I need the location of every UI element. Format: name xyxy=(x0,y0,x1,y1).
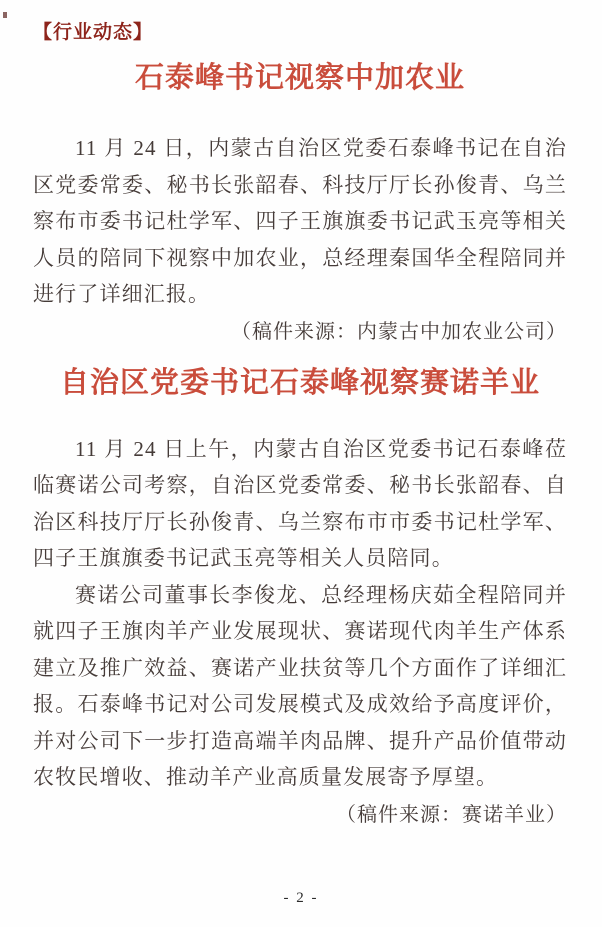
page-footer xyxy=(0,889,602,907)
article-sainuo-paragraph-2: 赛诺公司董事长李俊龙、总经理杨庆茹全程陪同并就四子王旗肉羊产业发展现状、赛诺现代肉羊生产体系建立及推广效益、赛诺产业扶贫等几个方面作了详细汇报。石泰峰书记对公司发展模式及成效给予高度评价，并对公司下一步打造高端羊肉品牌、提升产品价值带动农牧民增收、推动羊产业高质量发展寄予厚望。 xyxy=(33,582,567,789)
scan-artifact-speck xyxy=(3,12,7,18)
page-number: - 2 - xyxy=(283,890,319,906)
article-sainuo-source: （稿件来源：赛诺羊业） xyxy=(336,803,567,826)
article-sainuo xyxy=(33,363,567,832)
article-zhongjia-paragraph: 11 月 24 日，内蒙古自治区党委石泰峰书记在自治区党委常委、秘书长张韶春、科技厅厅长孙俊青、乌兰察布市委书记杜学军、四子王旗旗委书记武玉亮等相关人员的陪同下视察中加农业，总经理秦国华全程陪同并进行了详细汇报。 xyxy=(33,136,567,306)
article-zhongjia xyxy=(33,58,567,349)
article-zhongjia-title: 石泰峰书记视察中加农业 xyxy=(134,62,465,94)
article-sainuo-title: 自治区党委书记石泰峰视察赛诺羊业 xyxy=(59,366,540,399)
article-zhongjia-source: （稿件来源：内蒙古中加农业公司） xyxy=(231,320,567,343)
article-sainuo-paragraph-1: 11 月 24 日上午，内蒙古自治区党委书记石泰峰莅临赛诺公司考察，自治区党委常委、秘书长张韶春、自治区科技厅厅长孙俊青、乌兰察布市市委书记杜学军、四子王旗旗委书记武玉亮等相关人员陪同。 xyxy=(33,436,567,570)
section-tag: 【行业动态】 xyxy=(33,22,154,43)
